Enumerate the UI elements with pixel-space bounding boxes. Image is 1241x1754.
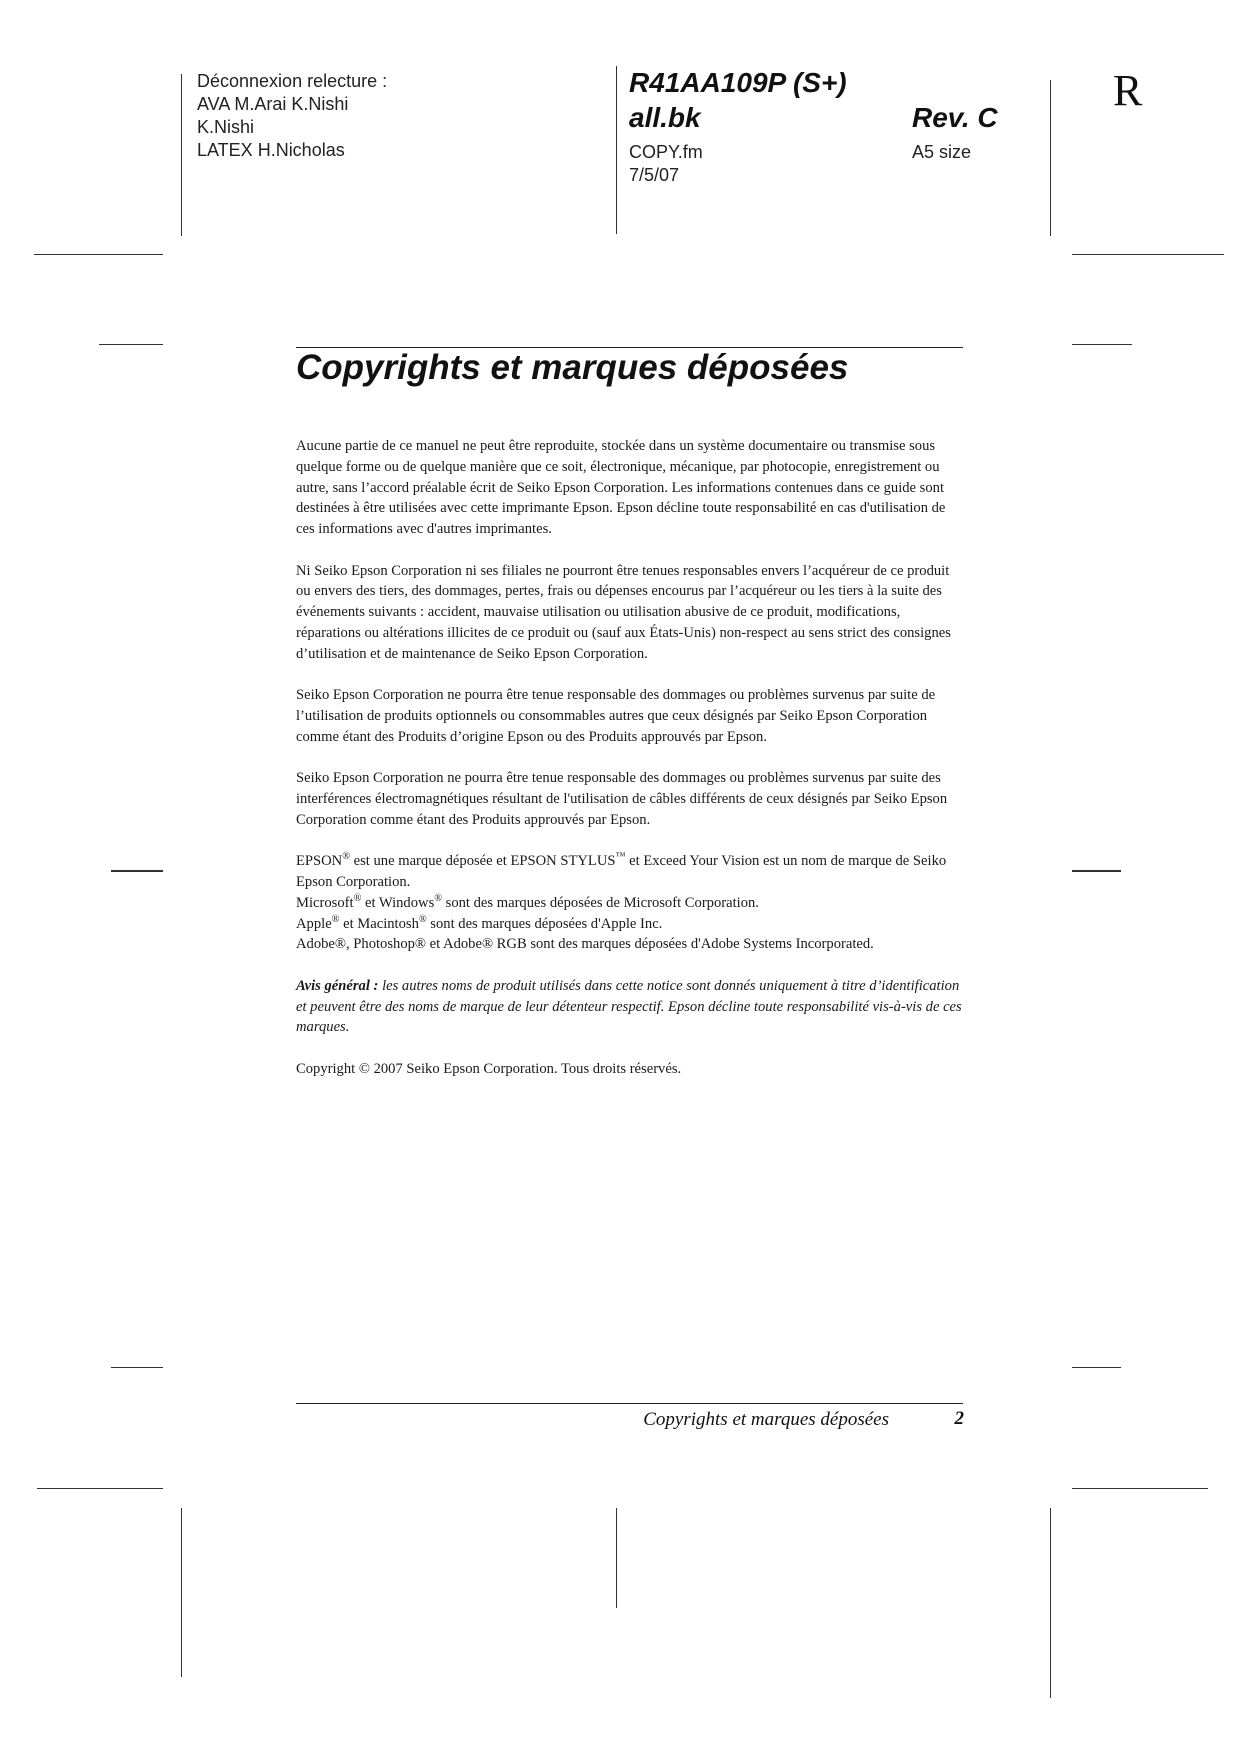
crop-mark-lower-right-short [1072, 1367, 1121, 1368]
footer-title: Copyrights et marques déposées [643, 1409, 889, 1430]
body-paragraph: Aucune partie de ce manuel ne peut être reproduite, stockée dans un système documentaire ou transmise sous quelque forme ou de quelque manière que ce soit, électronique, mécanique, par photocopie, enregistrement ou autre, sans l’accord préalable écrit de Seiko Epson Corporation. Les informations contenues dans ce guide sont destinées à être utilisées avec cette imprimante Epson. Epson décline toute responsabilité en cas d'utilisation de ces informations avec d'autres imprimantes. [296, 438, 946, 538]
revision-label: Rev. C [912, 102, 998, 133]
crop-mark-upper-right-short [1072, 344, 1132, 345]
page-title: Copyrights et marques déposées [296, 348, 849, 387]
proofreading-info [197, 70, 387, 162]
file-date: 7/5/07 [629, 165, 680, 185]
trademark-microsoft: Microsoft® et Windows® sont des marques déposées de Microsoft Corporation. [296, 892, 759, 911]
crop-mark-top-right-horizontal [1072, 254, 1224, 255]
copyright-line: Copyright © 2007 Seiko Epson Corporation. Tous droits réservés. [296, 1060, 682, 1077]
crop-mark-bottom-right-vertical [1050, 1508, 1051, 1698]
notice-label: Avis général : [296, 977, 379, 994]
trademark-adobe: Adobe®, Photoshop® et Adobe® RGB sont des marques déposées d'Adobe Systems Incorporated. [296, 936, 874, 953]
crop-mark-middle-left [111, 870, 163, 872]
proofreading-line: LATEX H.Nicholas [197, 140, 345, 160]
proofreading-line: Déconnexion relecture : [197, 71, 388, 91]
corner-letter: R [1113, 66, 1143, 115]
frame-file-name: COPY.fm [629, 142, 703, 162]
crop-mark-top-left-vertical [181, 74, 182, 236]
crop-mark-bottom-left-vertical [181, 1508, 182, 1677]
crop-mark-top-right-vertical [1050, 80, 1051, 236]
book-file: all.bk [629, 102, 701, 133]
trademark-apple: Apple® et Macintosh® sont des marques déposées d'Apple Inc. [296, 913, 663, 932]
crop-mark-bottom-right-horizontal [1072, 1488, 1208, 1489]
notice-text: les autres noms de produit utilisés dans cette notice sont donnés uniquement à titre d’identification et peuvent être des noms de marque de leur détenteur respectif. Epson décline toute responsabilité vis-à-vis de ces marques. [296, 977, 962, 1036]
page-size-label: A5 size [912, 142, 972, 162]
crop-mark-middle-right [1072, 870, 1121, 872]
crop-mark-bottom-center-vertical [616, 1508, 617, 1608]
general-notice [296, 976, 966, 1038]
trademark-block [296, 851, 966, 955]
crop-mark-top-left-horizontal [34, 254, 163, 255]
body-content [296, 436, 966, 1100]
proofreading-line: AVA M.Arai K.Nishi [197, 94, 349, 114]
body-paragraph: Ni Seiko Epson Corporation ni ses filiales ne pourront être tenues responsables envers l’acquéreur de ce produit ou envers des tiers, des dommages, pertes, frais ou dépenses encourus par l’acquéreur ou les tiers à la suite des événements suivants : accident, mauvaise utilisation ou utilisation abusive de ce produit, modifications, réparations ou altérations illicites de ce produit ou (sauf aux États-Unis) non-respect au sens strict des consignes d’utilisation et de maintenance de Seiko Epson Corporation. [296, 562, 951, 662]
footer-rule [296, 1403, 963, 1404]
crop-mark-top-center-vertical [616, 66, 617, 234]
body-paragraph: Seiko Epson Corporation ne pourra être tenue responsable des dommages ou problèmes survenus par suite de l’utilisation de produits optionnels ou consommables autres que ceux désignés par Seiko Epson Corporation comme étant des Produits d’origine Epson ou des Produits approuvés par Epson. [296, 687, 936, 745]
crop-mark-bottom-left-horizontal [37, 1488, 163, 1489]
book-code: R41AA109P (S+) [629, 67, 847, 98]
crop-mark-upper-left-short [99, 344, 163, 345]
page-number: 2 [954, 1408, 964, 1429]
body-paragraph: Seiko Epson Corporation ne pourra être tenue responsable des dommages ou problèmes survenus par suite des interférences électromagnétiques résultant de l'utilisation de câbles différents de ceux désignés par Seiko Epson Corporation comme étant des Produits approuvés par Epson. [296, 770, 948, 828]
proofreading-line: K.Nishi [197, 117, 255, 137]
crop-mark-lower-left-short [111, 1367, 163, 1368]
trademark-epson: EPSON® est une marque déposée et EPSON STYLUS™ et Exceed Your Vision est un nom de marque de Seiko Epson Corporation. [296, 851, 947, 890]
